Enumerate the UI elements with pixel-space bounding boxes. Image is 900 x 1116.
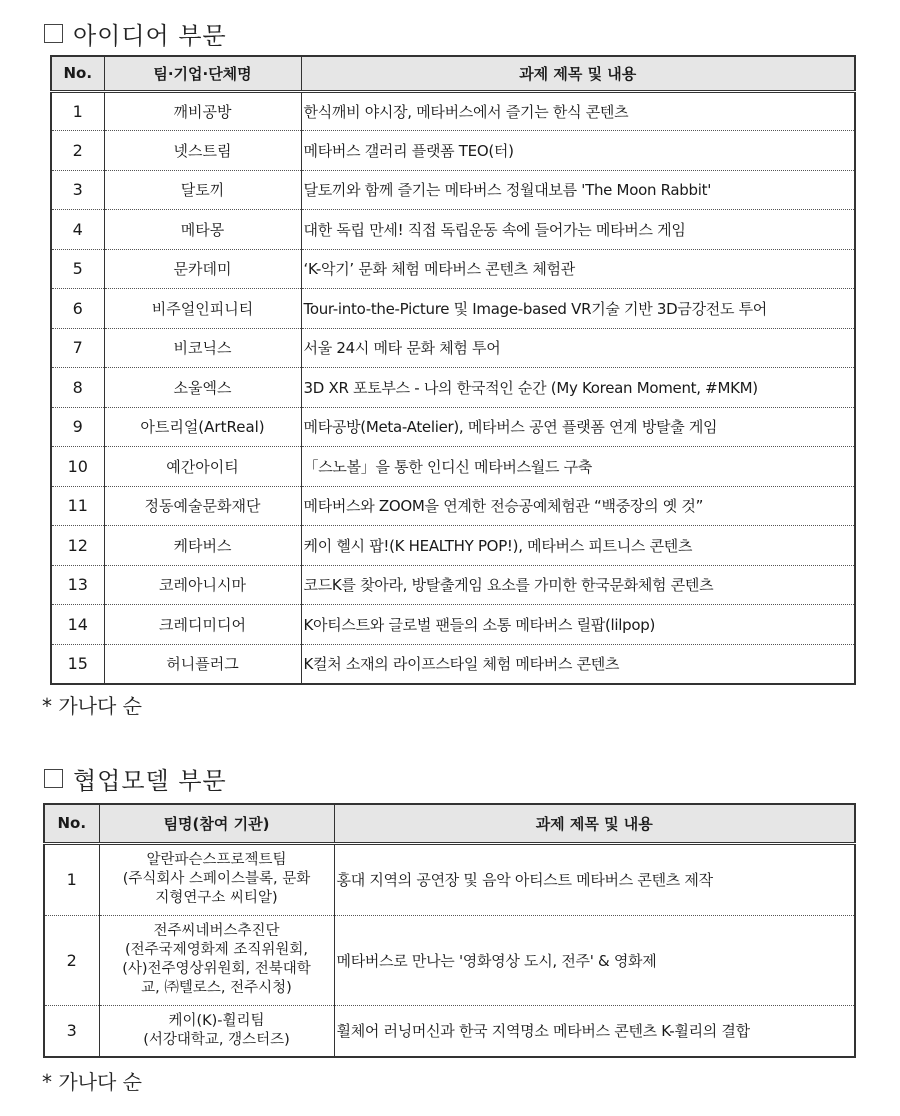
cell-content: 서울 24시 메타 문화 체험 투어: [301, 328, 855, 368]
cell-content: K컬처 소재의 라이프스타일 체험 메타버스 콘텐츠: [301, 644, 855, 684]
cell-content: 케이 헬시 팝!(K HEALTHY POP!), 메타버스 피트니스 콘텐츠: [301, 526, 855, 566]
cell-no: 13: [51, 565, 104, 605]
cell-content: 코드K를 찾아라, 방탈출게임 요소를 가미한 한국문화체험 콘텐츠: [301, 565, 855, 605]
cell-no: 3: [44, 1005, 99, 1057]
header-team: 팀·기업·단체명: [104, 56, 301, 91]
cell-content: 달토끼와 함께 즐기는 메타버스 정월대보름 'The Moon Rabbit': [301, 170, 855, 210]
cell-team: 깨비공방: [104, 91, 301, 131]
table-row: [51, 249, 855, 289]
cell-team: 문카데미: [104, 249, 301, 289]
table-header-row: [44, 804, 855, 843]
cell-content: 휠체어 러닝머신과 한국 지역명소 메타버스 콘텐츠 K-휠리의 결합: [334, 1005, 855, 1057]
team-line: (주식회사 스페이스블록, 문화: [122, 871, 311, 887]
idea-section-title: [44, 16, 227, 51]
cell-team: 예간아이티: [104, 447, 301, 487]
collab-section-title-text: 협업모델 부문: [73, 767, 227, 795]
cell-no: 2: [51, 131, 104, 171]
collab-table: [43, 803, 856, 1058]
cell-no: 6: [51, 289, 104, 329]
cell-no: 3: [51, 170, 104, 210]
header-team: 팀명(참여 기관): [99, 804, 334, 843]
cell-team: 비주얼인피니티: [104, 289, 301, 329]
team-line: (전주국제영화제 조직위원회,: [125, 942, 308, 958]
cell-no: 11: [51, 486, 104, 526]
table-row: [51, 605, 855, 645]
table-row: [51, 526, 855, 566]
cell-team: [99, 1005, 334, 1057]
cell-content: 메타버스와 ZOOM을 연계한 전승공예체험관 “백중장의 옛 것”: [301, 486, 855, 526]
cell-team: 허니플러그: [104, 644, 301, 684]
team-line: (사)전주영상위원회, 전북대학: [122, 961, 311, 977]
cell-team: 아트리얼(ArtReal): [104, 407, 301, 447]
idea-footnote: * 가나다 순: [42, 694, 142, 718]
idea-table: [50, 55, 856, 685]
team-line: 지형연구소 씨티알): [155, 890, 278, 906]
collab-section-title: [44, 761, 227, 796]
cell-content: 메타공방(Meta-Atelier), 메타버스 공연 플랫폼 연계 방탈출 게임: [301, 407, 855, 447]
cell-team: [99, 915, 334, 1005]
cell-content: 메타버스로 만나는 '영화영상 도시, 전주' & 영화제: [334, 915, 855, 1005]
cell-no: 1: [51, 91, 104, 131]
cell-content: Tour-into-the-Picture 및 Image-based VR기술 기반 3D금강전도 투어: [301, 289, 855, 329]
table-row: [44, 1005, 855, 1057]
table-header-row: [51, 56, 855, 91]
cell-team: 크레디미디어: [104, 605, 301, 645]
table-row: [51, 170, 855, 210]
cell-content: 홍대 지역의 공연장 및 음악 아티스트 메타버스 콘텐츠 제작: [334, 843, 855, 915]
table-row: [51, 131, 855, 171]
table-row: [51, 644, 855, 684]
cell-no: 9: [51, 407, 104, 447]
cell-no: 14: [51, 605, 104, 645]
cell-team: 메타몽: [104, 210, 301, 250]
cell-no: 12: [51, 526, 104, 566]
cell-team: 케타버스: [104, 526, 301, 566]
table-row: [51, 407, 855, 447]
cell-team: 비코닉스: [104, 328, 301, 368]
cell-content: 「스노볼」을 통한 인디신 메타버스월드 구축: [301, 447, 855, 487]
cell-no: 1: [44, 843, 99, 915]
team-line: 전주씨네버스추진단: [153, 923, 280, 939]
table-row: [44, 843, 855, 915]
table-row: [51, 486, 855, 526]
table-row: [51, 565, 855, 605]
table-row: [51, 210, 855, 250]
table-row: [51, 447, 855, 487]
team-line: 알란파슨스프로젝트팀: [146, 852, 287, 868]
cell-no: 10: [51, 447, 104, 487]
cell-no: 4: [51, 210, 104, 250]
cell-no: 5: [51, 249, 104, 289]
table-row: [51, 91, 855, 131]
table-row: [51, 368, 855, 408]
header-content: 과제 제목 및 내용: [334, 804, 855, 843]
cell-no: 15: [51, 644, 104, 684]
team-line: 교, ㈜텔로스, 전주시청): [141, 980, 292, 996]
table-row: [44, 915, 855, 1005]
checkbox-icon: [44, 24, 63, 43]
table-row: [51, 328, 855, 368]
cell-content: 3D XR 포토부스 - 나의 한국적인 순간 (My Korean Moment, #MKM): [301, 368, 855, 408]
cell-no: 8: [51, 368, 104, 408]
team-line: 케이(K)-휠리팀: [168, 1012, 265, 1029]
header-no: No.: [44, 804, 99, 843]
team-line: (서강대학교, 갱스터즈): [143, 1031, 290, 1048]
idea-section-title-text: 아이디어 부문: [73, 22, 227, 50]
collab-footnote: * 가나다 순: [42, 1070, 142, 1094]
cell-team: 정동예술문화재단: [104, 486, 301, 526]
cell-content: ‘K-악기’ 문화 체험 메타버스 콘텐츠 체험관: [301, 249, 855, 289]
cell-content: 메타버스 갤러리 플랫폼 TEO(터): [301, 131, 855, 171]
checkbox-icon: [44, 769, 63, 788]
cell-team: [99, 843, 334, 915]
cell-no: 7: [51, 328, 104, 368]
cell-team: 달토끼: [104, 170, 301, 210]
cell-content: 한식깨비 야시장, 메타버스에서 즐기는 한식 콘텐츠: [301, 91, 855, 131]
cell-team: 코레아니시마: [104, 565, 301, 605]
cell-content: K아티스트와 글로벌 팬들의 소통 메타버스 릴팝(lilpop): [301, 605, 855, 645]
table-row: [51, 289, 855, 329]
cell-team: 소울엑스: [104, 368, 301, 408]
cell-team: 넷스트림: [104, 131, 301, 171]
header-content: 과제 제목 및 내용: [301, 56, 855, 91]
header-no: No.: [51, 56, 104, 91]
cell-content: 대한 독립 만세! 직접 독립운동 속에 들어가는 메타버스 게임: [301, 210, 855, 250]
cell-no: 2: [44, 915, 99, 1005]
